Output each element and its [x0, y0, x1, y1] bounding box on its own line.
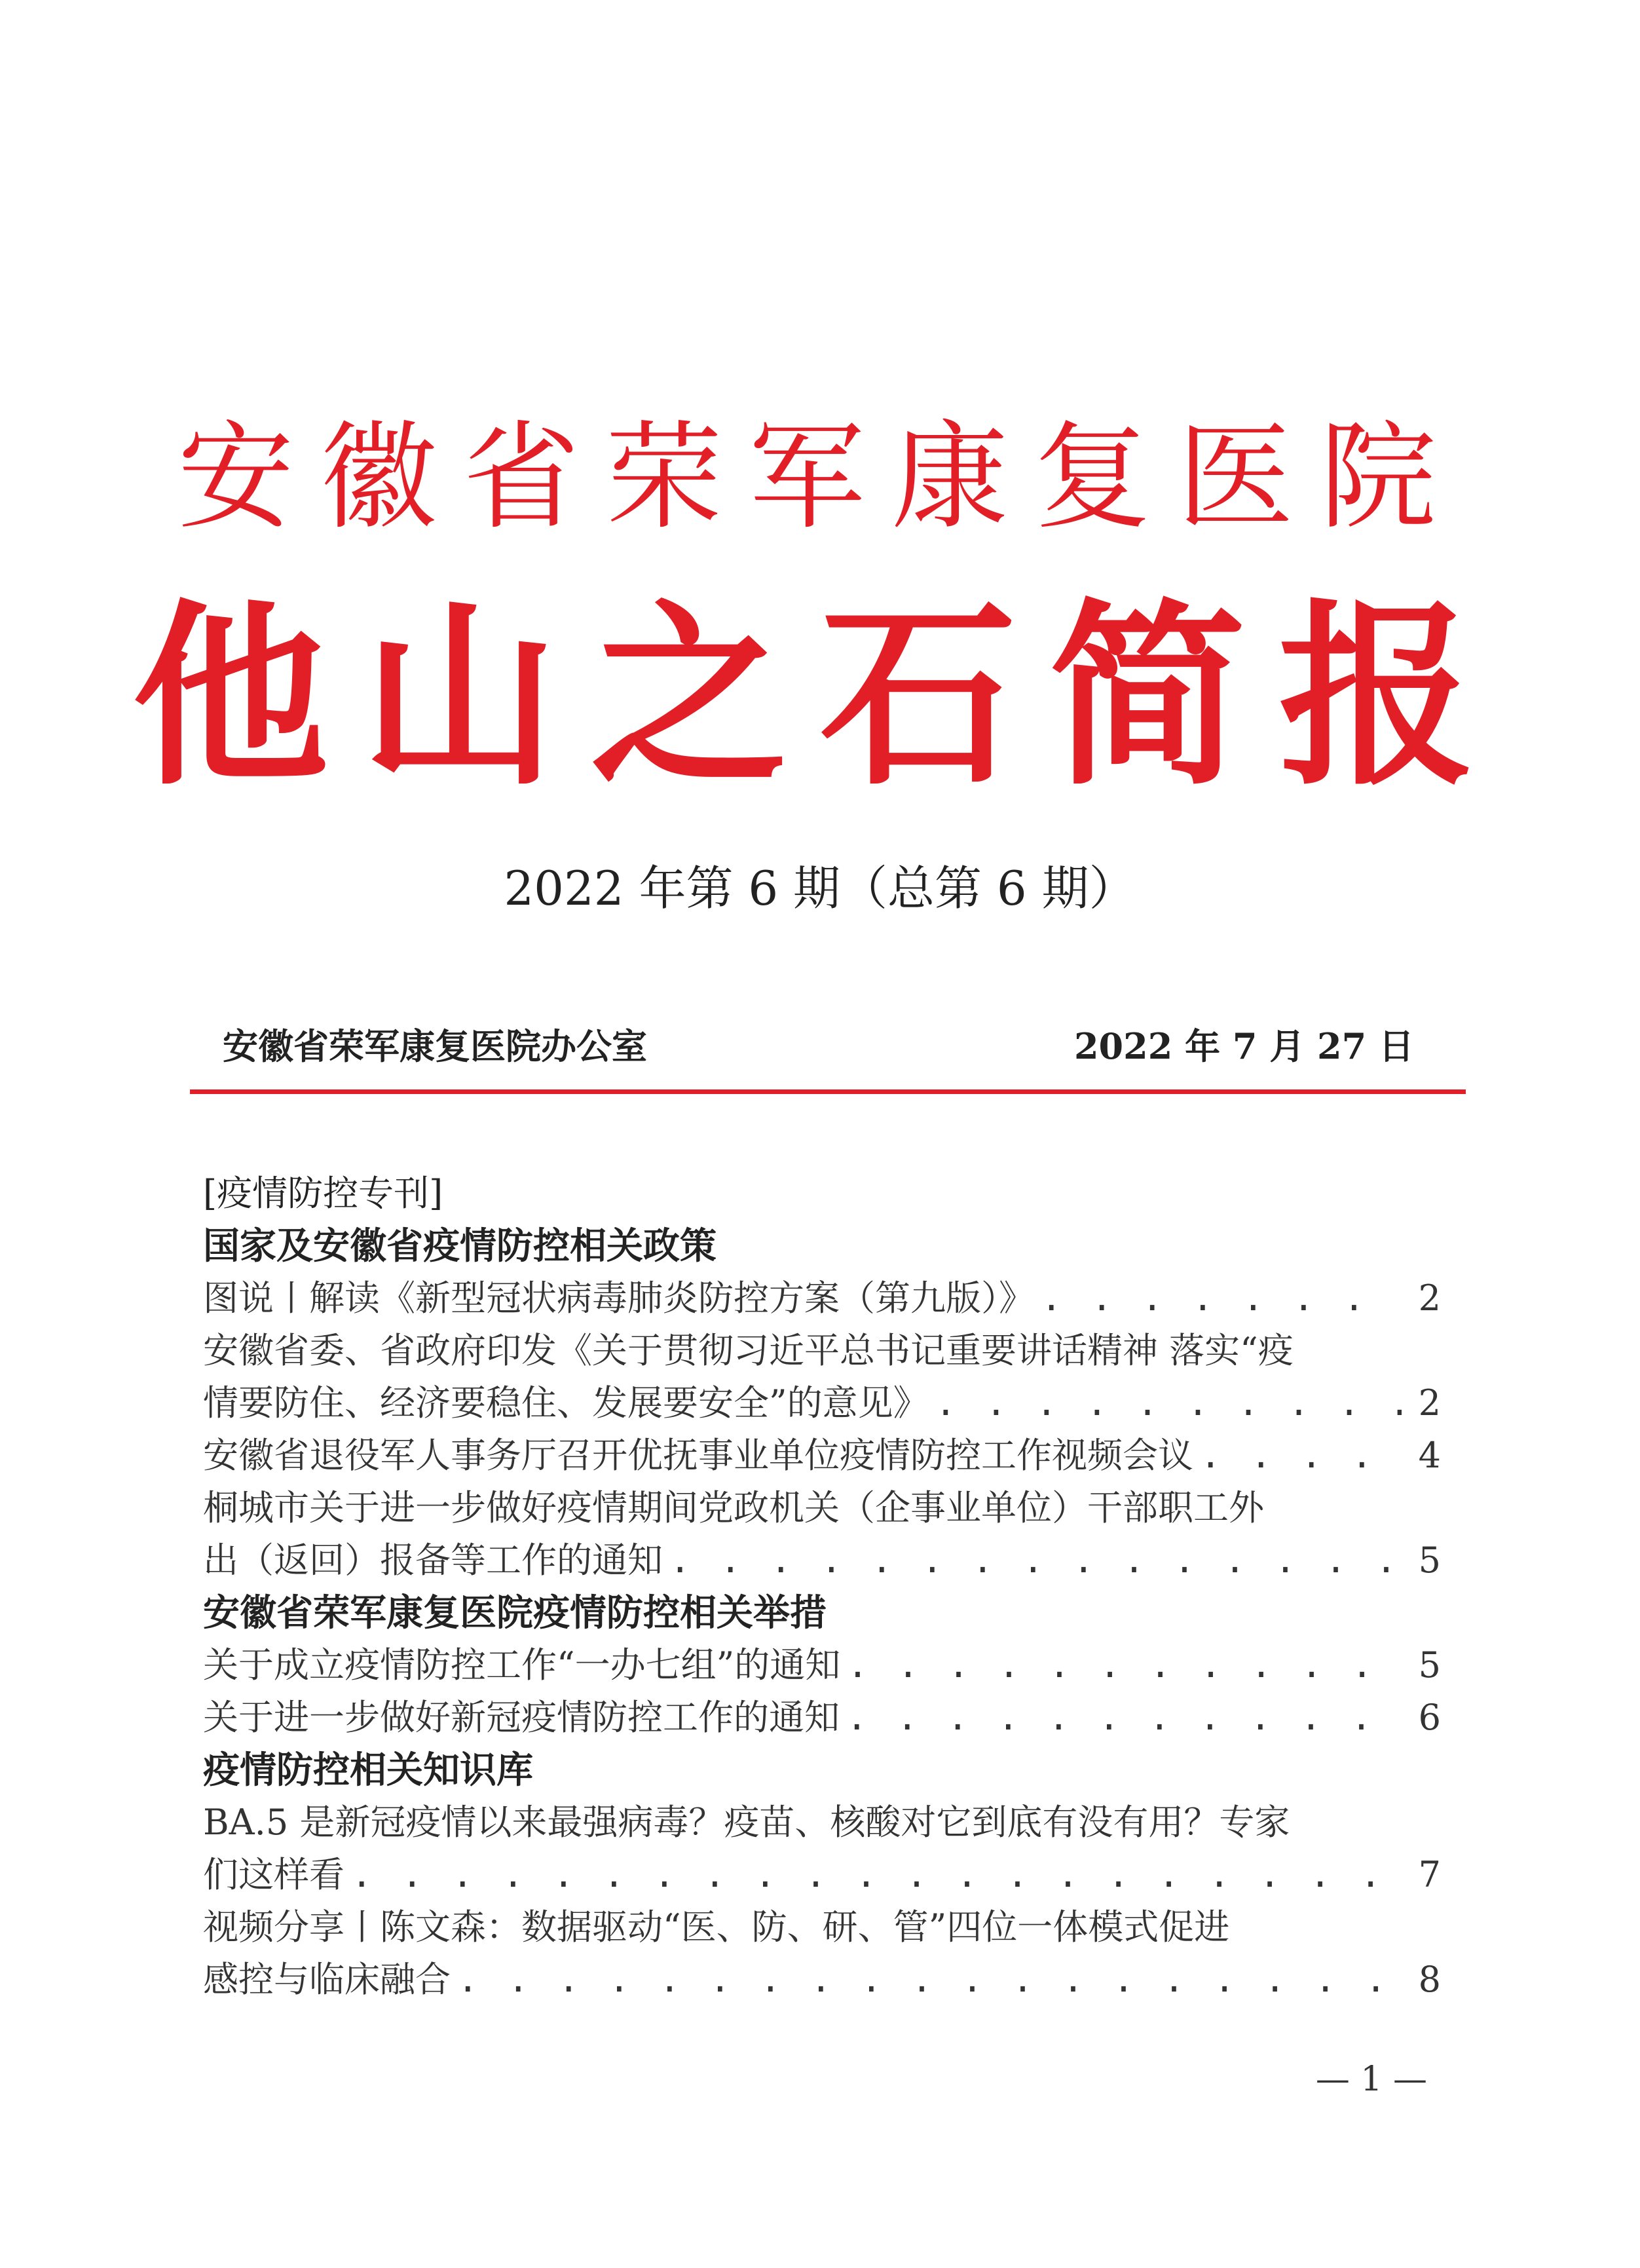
- toc-entry-text: BA.5 是新冠疫情以来最强病毒？疫苗、核酸对它到底有没有用？专家: [203, 1802, 1290, 1843]
- leader-dots: [847, 1639, 1402, 1692]
- toc-section-title: 国家及安徽省疫情防控相关政策: [203, 1224, 717, 1268]
- toc-entry-text: 安徽省委、省政府印发《关于贯彻习近平总书记重要讲话精神 落实“疫: [203, 1330, 1294, 1371]
- publication-date: 2022 年 7 月 27 日: [1073, 1025, 1414, 1067]
- leader-dots: [846, 1692, 1402, 1744]
- toc-entry-text: 出（返回）报备等工作的通知: [203, 1540, 663, 1581]
- toc-section-title: 疫情防控相关知识库: [203, 1748, 533, 1792]
- toc-entry[interactable]: [203, 1325, 1441, 1429]
- publisher: 安徽省荣军康复医院办公室: [223, 1025, 647, 1067]
- toc-section-title: 安徽省荣军康复医院疫情防控相关举措: [203, 1591, 827, 1635]
- leader-dots: [669, 1534, 1402, 1587]
- organization-name: 安徽省荣军康复医院: [177, 409, 1463, 545]
- toc-entry[interactable]: [203, 1429, 1441, 1482]
- toc-entry[interactable]: [203, 1482, 1441, 1587]
- toc-entry[interactable]: [203, 1272, 1441, 1325]
- toc-entry[interactable]: [203, 1796, 1441, 1901]
- toc-page-number: 6: [1418, 1697, 1441, 1738]
- toc-entry[interactable]: [203, 1692, 1441, 1744]
- brief-title: 他山之石简报: [132, 583, 1508, 812]
- table-of-contents: [203, 1167, 1441, 2006]
- toc-entry-text: 关于成立疫情防控工作“一办七组”的通知: [203, 1644, 841, 1686]
- issue-number: 2022 年第 6 期（总第 6 期）: [504, 861, 1136, 916]
- toc-entry-text: 图说丨解读《新型冠状病毒肺炎防控方案（第九版）》: [203, 1277, 1034, 1319]
- header-divider: [190, 1089, 1466, 1094]
- toc-entry[interactable]: [203, 1639, 1441, 1692]
- toc-entry-text: 安徽省退役军人事务厅召开优抚事业单位疫情防控工作视频会议: [203, 1435, 1193, 1476]
- toc-entry-text: 感控与临床融合: [203, 1959, 451, 2000]
- toc-page-number: 4: [1418, 1435, 1441, 1476]
- toc-page-number: 7: [1418, 1854, 1441, 1895]
- toc-entry-text: 桐城市关于进一步做好疫情期间党政机关（企事业单位）干部职工外: [203, 1487, 1264, 1528]
- leader-dots: [351, 1849, 1402, 1901]
- leader-dots: [457, 1954, 1402, 2006]
- leader-dots: [1200, 1429, 1402, 1482]
- toc-entry-text: 视频分享丨陈文森：数据驱动“医、防、研、管”四位一体模式促进: [203, 1906, 1230, 1948]
- leader-dots: [1041, 1272, 1402, 1325]
- toc-page-number: 5: [1418, 1644, 1441, 1686]
- toc-entry-text: 情要防住、经济要稳住、发展要安全”的意见》: [203, 1382, 929, 1424]
- toc-page-number: 2: [1418, 1382, 1441, 1424]
- toc-entry-text: 关于进一步做好新冠疫情防控工作的通知: [203, 1697, 840, 1738]
- toc-entry[interactable]: [203, 1901, 1441, 2006]
- toc-page-number: 2: [1418, 1277, 1441, 1319]
- leader-dots: [935, 1377, 1402, 1429]
- toc-entry-text: 们这样看: [203, 1854, 345, 1895]
- toc-page-number: 5: [1418, 1540, 1441, 1581]
- page-number: — 1 —: [1315, 2060, 1427, 2099]
- toc-tag: [疫情防控专刊]: [203, 1173, 443, 1214]
- toc-page-number: 8: [1418, 1959, 1441, 2000]
